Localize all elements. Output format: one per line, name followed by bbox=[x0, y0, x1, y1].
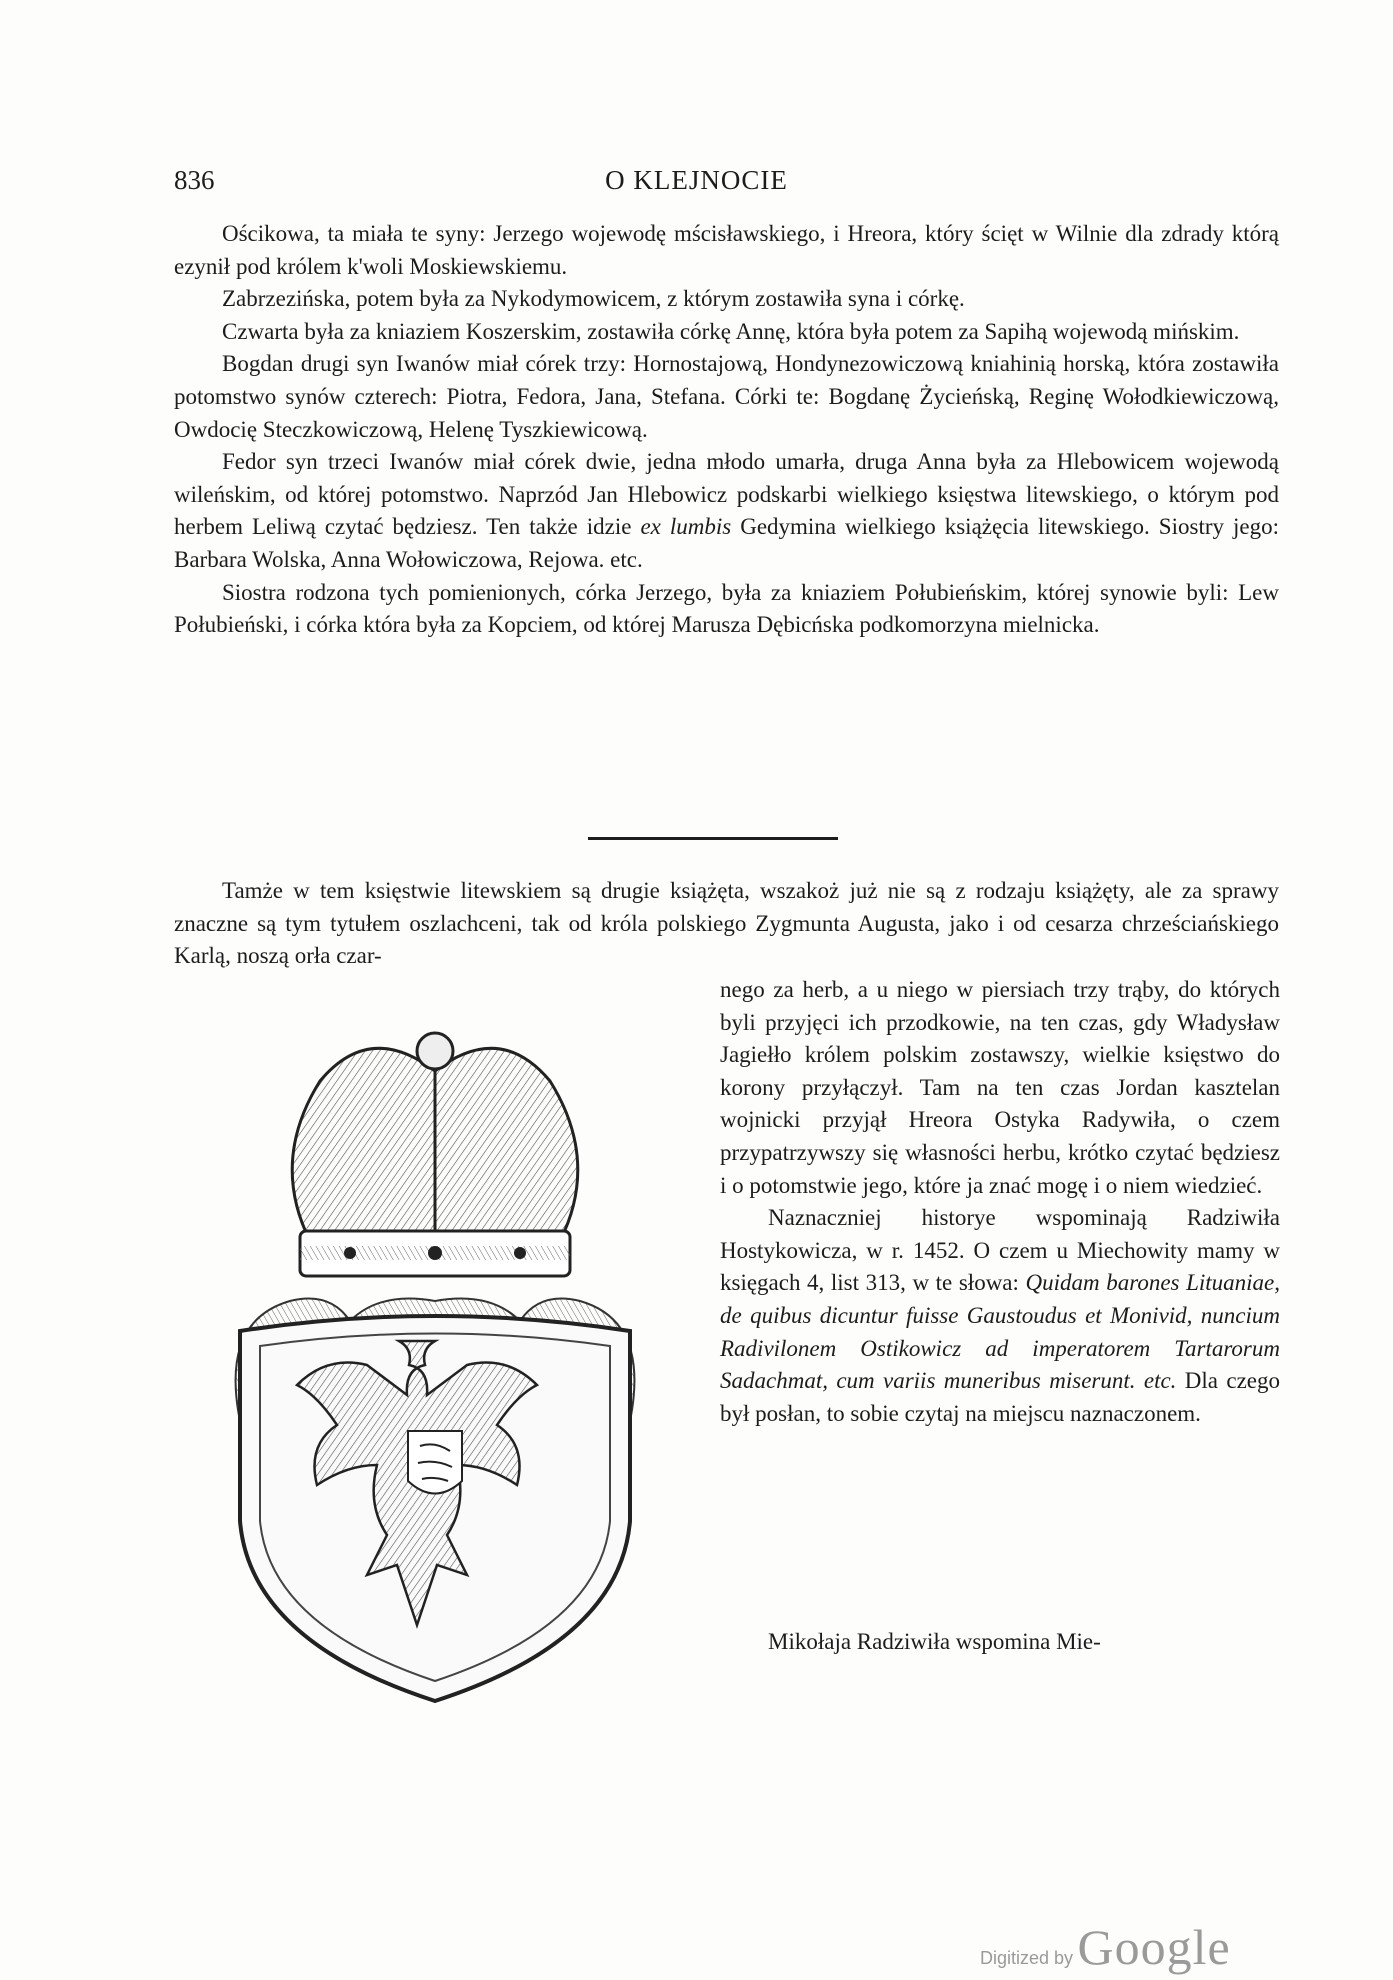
text-run: Gedymina wielkiego książęcia litewskiego. Siostry jego: Barbara Wolska, Anna Wołowiczowa, Rejowa. etc. bbox=[174, 514, 1279, 572]
google-logo: Google bbox=[1077, 1919, 1231, 1975]
coat-of-arms-illustration bbox=[180, 1001, 690, 1716]
italic-run: ex lumbis bbox=[640, 514, 732, 540]
text-run: Naznaczniej historye wspominają Radziwiła Hostykowicza, w r. 1452. O czem u Miechowity mamy w księgach 4, list 313, w te słowa: bbox=[720, 1205, 1280, 1296]
digitized-by-google-watermark bbox=[980, 1918, 1231, 1976]
paragraph: Tamże w tem księstwie litewskiem są drugie książęta, wszakoż już nie są z rodzaju książęty, ale za sprawy znaczne są tym tytułem oszlachceni, tak od króla polskiego Zygmunta Augusta, jako i od cesarza chrześciańskiego Karlą, noszą orła czar- bbox=[174, 878, 1279, 969]
continuation-text-block bbox=[720, 1626, 1280, 1659]
section-divider bbox=[588, 837, 838, 840]
paragraph bbox=[174, 446, 1279, 576]
wrapped-text-block bbox=[720, 974, 1280, 1430]
paragraph: Ościkowa, ta miała te syny: Jerzego wojewodę mścisławskiego, i Hreora, który ścięt w Wilnie dla zdrady którą ezynił pod królem k'woli Moskiewskiemu. bbox=[174, 221, 1279, 279]
paragraph: Siostra rodzona tych pomienionych, córka Jerzego, była za kniaziem Połubieńskim, której synowie byli: Lew Połubieński, i córka która była za Kopciem, od której Marusza Dębicńska podkomorzyna mielnicka. bbox=[174, 579, 1279, 638]
middle-text-block bbox=[174, 875, 1279, 973]
paragraph bbox=[720, 1202, 1280, 1430]
paragraph: Czwarta była za kniaziem Koszerskim, zostawiła córkę Annę, która była potem za Sapihą wojewodą mińskim. bbox=[222, 318, 1240, 344]
paragraph: Zabrzezińska, potem była za Nykodymowicem, z którym zostawiła syna i córkę. bbox=[222, 286, 965, 312]
paragraph: nego za herb, a u niego w piersiach trzy trąby, do których byli przyjęci ich przodkowie, na ten czas, gdy Władysław Jagiełło królem polskim zostawszy, wielkie księstwo do korony przyłączył. Tam na ten czas Jordan kasztelan wojnicki przyjął Hreora Ostyka Radywiła, o czem przypatrzywszy się własności herbu, krótko czytać będziesz i o potomstwie jego, które ja znać mogę i o niem wiedzieć. bbox=[720, 977, 1280, 1198]
page-number: 836 bbox=[174, 165, 215, 195]
paragraph: Mikołaja Radziwiła wspomina Mie- bbox=[768, 1629, 1101, 1654]
running-title: O KLEJNOCIE bbox=[605, 165, 788, 195]
text-run: Fedor syn trzeci Iwanów miał córek dwie, jedna młodo umarła, druga Anna była za Hlebowicem wojewodą wileńskim, od której potomstwo. Naprzód Jan Hlebowicz podskarbi wielkiego księstwa litewskiego, o którym pod herbem Leliwą czytać będziesz. Ten także idzie bbox=[174, 449, 1279, 540]
top-text-block bbox=[174, 218, 1279, 642]
watermark-prefix: Digitized by bbox=[980, 1948, 1074, 1968]
paragraph: Bogdan drugi syn Iwanów miał córek trzy: Hornostajową, Hondynezowiczową kniahinią horską, która zostawiła potomstwo synów czterech: Piotra, Fedora, Jana, Stefana. Córki te: Bogdanę Życieńską, Reginę Wołodkiewiczową, Owdocię Steczkowiczową, Helenę Tyszkiewicową. bbox=[174, 351, 1279, 442]
coat-of-arms-drawing bbox=[180, 1001, 690, 1716]
italic-run: Quidam barones Lituaniae, de quibus dicuntur fuisse Gaustoudus et Monivid, nuncium Radivilonem Ostikowicz ad imperatorem Tartarorum Sadachmat, cum variis muneribus miserunt. etc. bbox=[720, 1270, 1280, 1394]
page-header bbox=[0, 165, 1393, 205]
text-run: Dla czego był posłan, to sobie czytaj na miejscu naznaczonem. bbox=[720, 1368, 1280, 1426]
crown-icon bbox=[292, 1033, 578, 1276]
